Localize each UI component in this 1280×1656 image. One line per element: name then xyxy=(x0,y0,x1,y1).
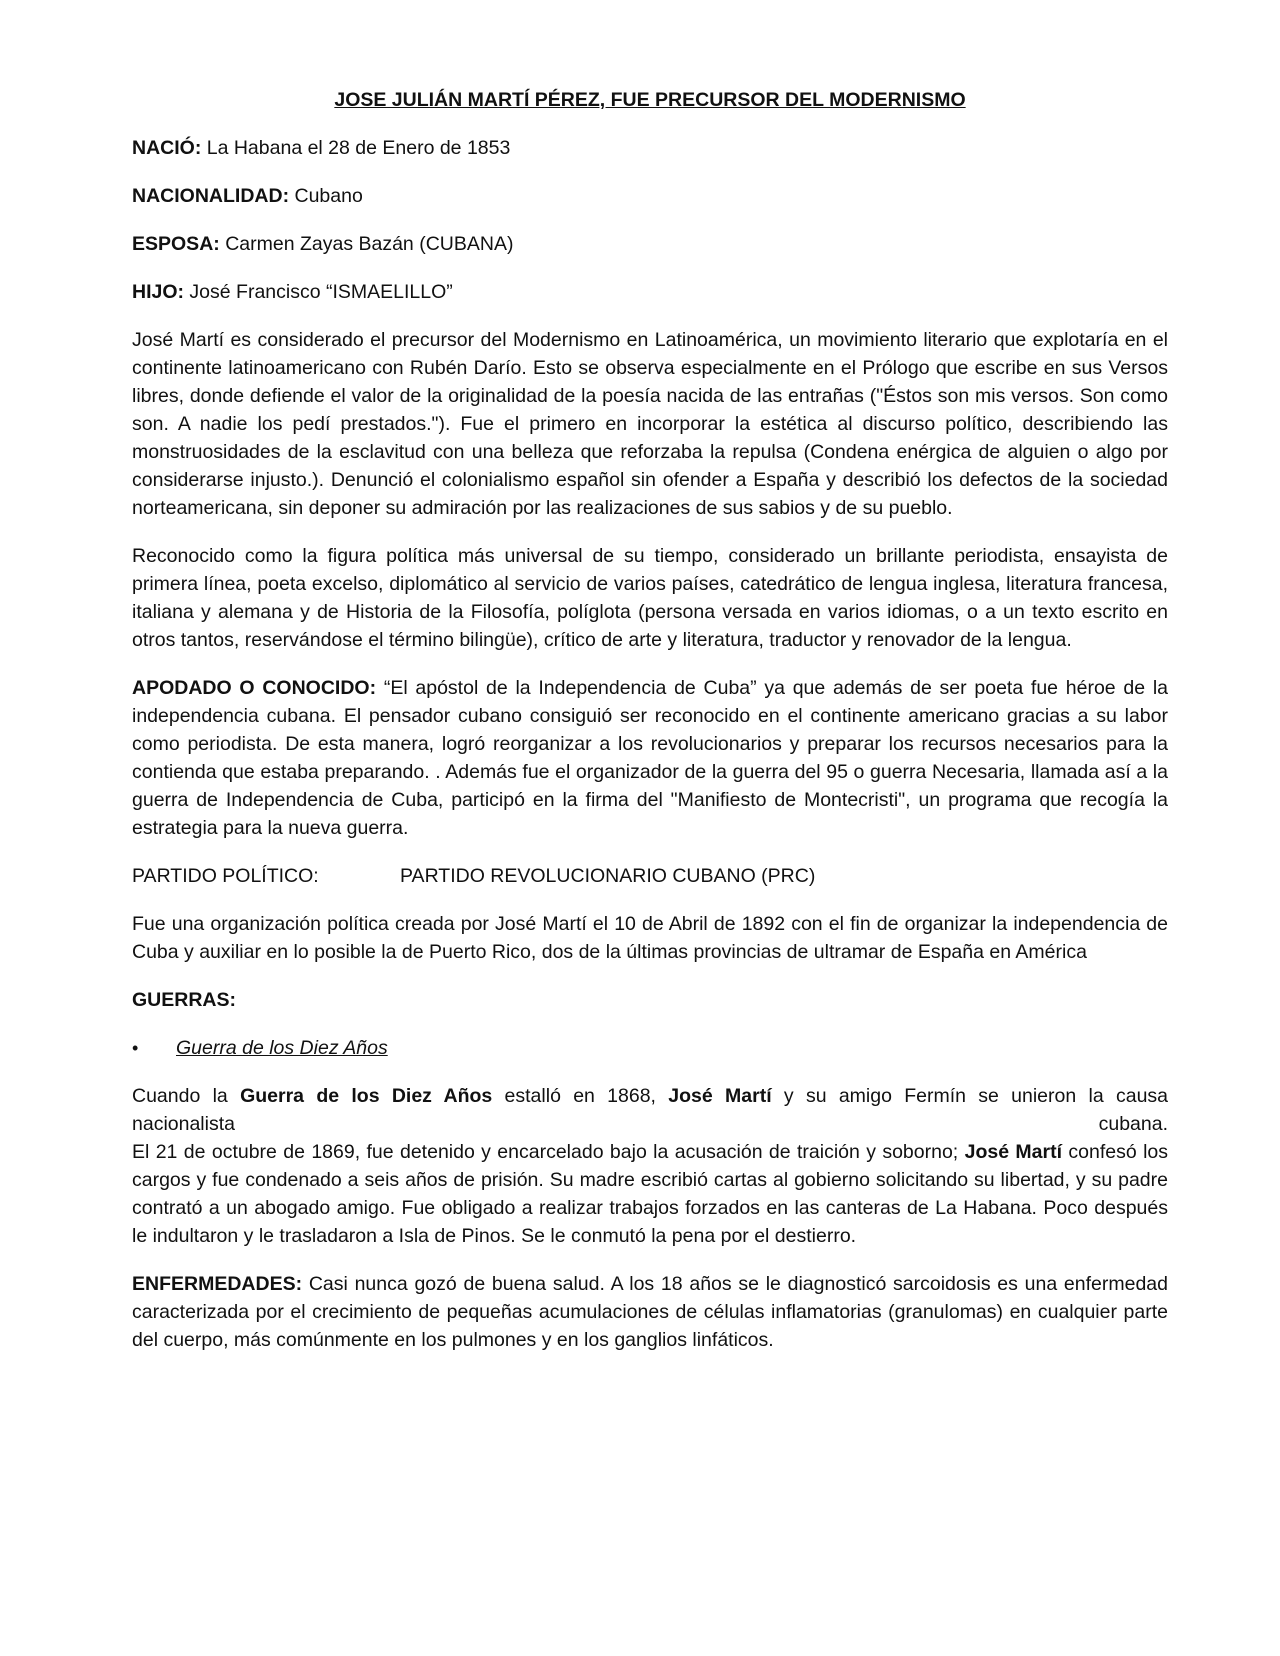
guerra-text: estalló en 1868, xyxy=(492,1085,669,1107)
field-esposa xyxy=(132,230,1168,258)
field-hijo xyxy=(132,278,1168,306)
guerra-rest xyxy=(132,1138,1168,1250)
enfermedades-text: Casi nunca gozó de buena salud. A los 18 años se le diagnosticó sarcoidosis es una enfermedad caracterizada por el crecimiento de pequeñas acumulaciones de células inflamatorias (granulomas) en cualquier parte del cuerpo, más comúnmente en los pulmones y en los ganglios linfáticos. xyxy=(132,1273,1168,1351)
enfermedades-label: ENFERMEDADES: xyxy=(132,1273,303,1295)
partido-line xyxy=(132,862,1168,890)
document-title: JOSE JULIÁN MARTÍ PÉREZ, FUE PRECURSOR DEL MODERNISMO xyxy=(334,89,966,111)
bullet-text: Guerra de los Diez Años xyxy=(176,1037,388,1059)
paragraph-apodado xyxy=(132,674,1168,842)
field-label: NACIÓ: xyxy=(132,137,202,159)
field-value: Carmen Zayas Bazán (CUBANA) xyxy=(219,233,514,255)
guerra-line-2 xyxy=(132,1110,1168,1138)
partido-label: PARTIDO POLÍTICO: xyxy=(132,865,319,887)
partido-value: PARTIDO REVOLUCIONARIO CUBANO (PRC) xyxy=(400,865,816,887)
guerra-text: El 21 de octubre de 1869, fue detenido y encarcelado bajo la acusación de traición y soborno; xyxy=(132,1141,965,1163)
guerra-line-1 xyxy=(132,1082,1168,1110)
guerra-line2-left: nacionalista xyxy=(132,1113,235,1135)
field-nacionalidad xyxy=(132,182,1168,210)
guerra-line2-right: cubana. xyxy=(1098,1113,1168,1135)
guerra-text: y su amigo Fermín se unieron la causa xyxy=(771,1085,1169,1107)
guerra-bold: José Martí xyxy=(668,1085,772,1107)
paragraph-modernismo: José Martí es considerado el precursor del Modernismo en Latinoamérica, un movimiento literario que explotaría en el continente latinoamericano con Rubén Darío. Esto se observa especialmente en el Prólogo que escribe en sus Versos libres, donde defiende el valor de la originalidad de la poesía nacida de las entrañas ("Éstos son mis versos. Son como son. A nadie los pedí prestados."). Fue el primero en incorporar la estética al discurso político, describiendo las monstruosidades de la esclavitud con una belleza que reforzaba la repulsa (Condena enérgica de alguien o algo por considerarse injusto.). Denunció el colonialismo español sin ofender a España y describió los defectos de la sociedad norteamericana, sin deponer su admiración por las realizaciones de sus sabios y de su pueblo. xyxy=(132,329,1168,519)
field-value: José Francisco “ISMAELILLO” xyxy=(184,281,453,303)
guerras-heading: GUERRAS: xyxy=(132,989,237,1011)
guerra-bold: José Martí xyxy=(964,1141,1063,1163)
guerra-text: Cuando la xyxy=(132,1085,241,1107)
guerra-bold: Guerra de los Diez Años xyxy=(240,1085,493,1107)
field-label: ESPOSA: xyxy=(132,233,220,255)
apodado-text: “El apóstol de la Independencia de Cuba” ya que además de ser poeta fue héroe de la independencia cubana. El pensador cubano consiguió ser reconocido en el continente americano gracias a su labor como periodista. De esta manera, logró reorganizar a los revolucionarios y preparar los recursos necesarios para la contienda que estaba preparando. . Además fue el organizador de la guerra del 95 o guerra Necesaria, llamada así a la guerra de Independencia de Cuba, participó en la firma del "Manifiesto de Montecristi", un programa que recogía la estrategia para la nueva guerra. xyxy=(132,677,1169,839)
field-nacio xyxy=(132,134,1168,162)
field-value: La Habana el 28 de Enero de 1853 xyxy=(201,137,511,159)
field-label: HIJO: xyxy=(132,281,185,303)
bullet-icon: • xyxy=(132,1038,139,1058)
field-value: Cubano xyxy=(289,185,363,207)
apodado-label: APODADO O CONOCIDO: xyxy=(132,677,377,699)
guerra-text: confesó los cargos y fue condenado a seis años de prisión. Su madre escribió cartas al gobierno solicitando su libertad, y su padre contrató a un abogado amigo. Fue obligado a realizar trabajos forzados en las canteras de La Habana. Poco después le indultaron y le trasladaron a Isla de Pinos. Se le conmutó la pena por el destierro. xyxy=(132,1141,1169,1247)
bullet-item xyxy=(132,1034,1168,1062)
paragraph-reconocido: Reconocido como la figura política más universal de su tiempo, considerado un brillante periodista, ensayista de primera línea, poeta excelso, diplomático al servicio de varios países, catedrático de lengua inglesa, literatura francesa, italiana y alemana y de Historia de la Filosofía, políglota (persona versada en varios idiomas, o a un texto escrito en otros tantos, reservándose el término bilingüe), crítico de arte y literatura, traductor y renovador de la lengua. xyxy=(132,545,1168,651)
paragraph-enfermedades xyxy=(132,1270,1168,1354)
field-label: NACIONALIDAD: xyxy=(132,185,290,207)
paragraph-partido: Fue una organización política creada por José Martí el 10 de Abril de 1892 con el fin de organizar la independencia de Cuba y auxiliar en lo posible la de Puerto Rico, dos de la últimas provincias de ultramar de España en América xyxy=(132,913,1168,963)
paragraph-guerra xyxy=(132,1082,1168,1250)
